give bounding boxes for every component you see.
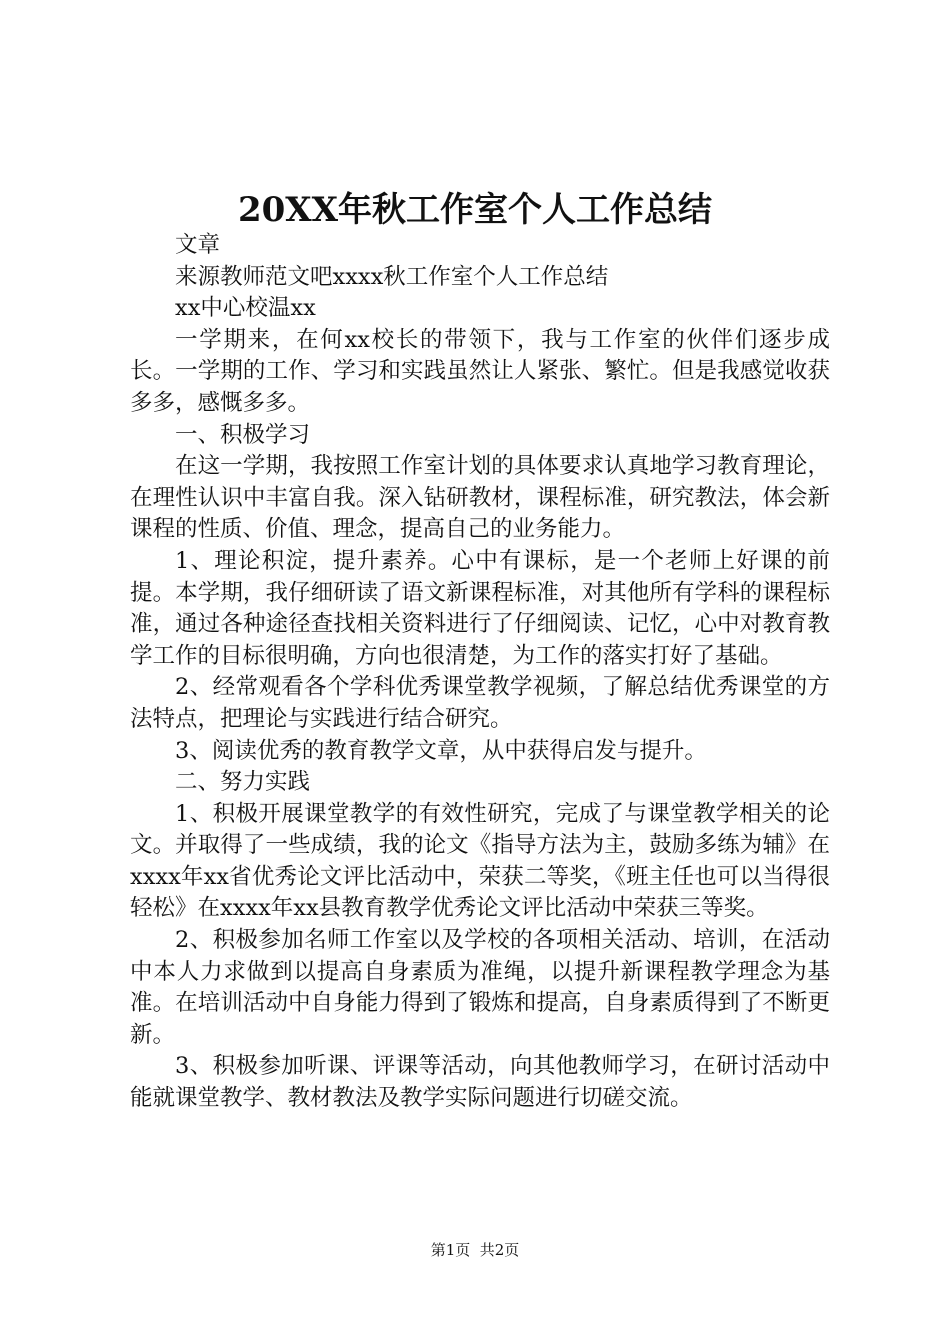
section-heading: 一、积极学习 bbox=[175, 421, 311, 448]
paragraph: 一学期来，在何xx校长的带领下，我与工作室的伙伴们逐步成长。一学期的工作、学习和实践虽然让人紧张、繁忙。但是我感觉收获多多，感慨多多。 bbox=[130, 326, 830, 416]
paragraph: 1、理论积淀，提升素养。心中有课标，是一个老师上好课的前提。本学期，我仔细研读了语文新课程标准，对其他所有学科的课程标准，通过各种途径查找相关资料进行了仔细阅读、记忆，心中对教育教学工作的目标很明确，方向也很清楚，为工作的落实打好了基础。 bbox=[130, 547, 830, 669]
page-indicator: 第1页 共2页 bbox=[430, 1241, 520, 1259]
document-title: 20XX年秋工作室个人工作总结 bbox=[237, 190, 713, 230]
paragraph: 1、积极开展课堂教学的有效性研究，完成了与课堂教学相关的论文。并取得了一些成绩，我的论文《指导方法为主，鼓励多练为辅》在xxxx年xx省优秀论文评比活动中，荣获二等奖，《班主任也可以当得很轻松》在xxxx年xx县教育教学优秀论文评比活动中荣获三等奖。 bbox=[130, 800, 830, 922]
document-body bbox=[130, 230, 830, 1115]
paragraph: 3、积极参加听课、评课等活动，向其他教师学习，在研讨活动中能就课堂教学、教材教法及教学实际问题进行切磋交流。 bbox=[130, 1053, 830, 1112]
paragraph: 2、经常观看各个学科优秀课堂教学视频，了解总结优秀课堂的方法特点，把理论与实践进行结合研究。 bbox=[130, 674, 830, 732]
paragraph: 2、积极参加名师工作室以及学校的各项相关活动、培训，在活动中本人力求做到以提高自身素质为准绳，以提升新课程教学理念为基准。在培训活动中自身能力得到了锻炼和提高，自身素质得到了不断更新。 bbox=[130, 927, 830, 1048]
section-heading: 二、努力实践 bbox=[175, 769, 311, 796]
paragraph: 在这一学期，我按照工作室计划的具体要求认真地学习教育理论，在理性认识中丰富自我。深入钻研教材，课程标准，研究教法，体会新课程的性质、价值、理念，提高自己的业务能力。 bbox=[130, 453, 830, 543]
paragraph: 3、阅读优秀的教育教学文章，从中获得启发与提升。 bbox=[175, 737, 707, 764]
paragraph: 文章 bbox=[175, 232, 221, 258]
paragraph: xx中心校温xx bbox=[175, 295, 316, 322]
paragraph: 来源教师范文吧xxxx秋工作室个人工作总结 bbox=[175, 263, 609, 290]
